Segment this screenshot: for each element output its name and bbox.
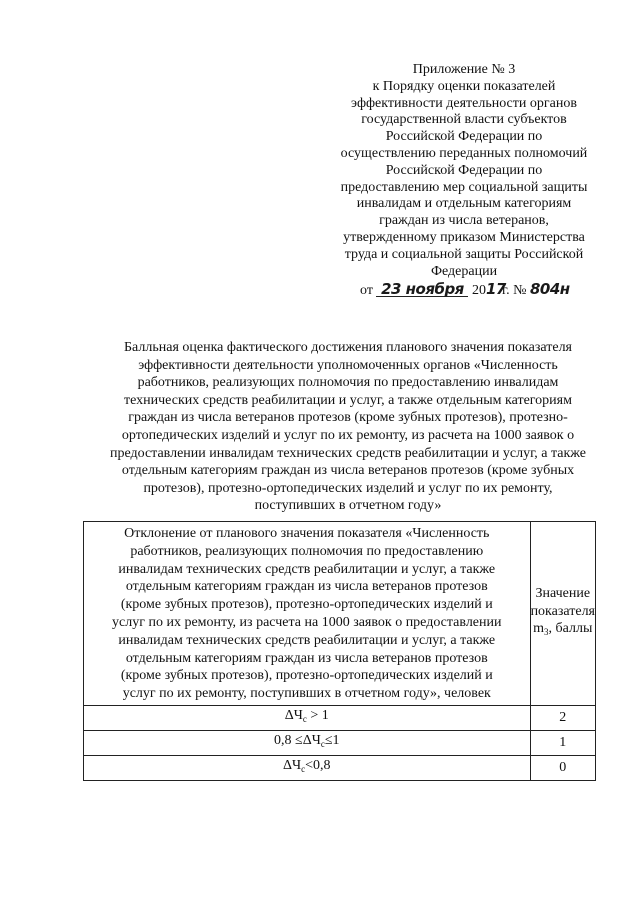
condition-symbol: ΔЧ xyxy=(283,758,302,774)
heading-line: эффективности деятельности уполномоченных органов «Численность xyxy=(138,357,558,373)
handwritten-order-number: 804н xyxy=(529,280,570,299)
header-deviation-cell xyxy=(84,522,531,706)
heading-line: поступивших в отчетном году» xyxy=(254,498,442,514)
header-line: инвалидам технических средств реабилитации и услуг, а также xyxy=(118,561,496,577)
appendix-title: Приложение № 3 xyxy=(412,62,516,77)
table-row xyxy=(84,730,596,755)
header-line: (кроме зубных протезов), протезно-ортопедических изделий и xyxy=(120,668,493,684)
header-line: отдельным категориям граждан из числа ветеранов протезов xyxy=(125,650,488,666)
appendix-line: предоставлению мер социальной защиты xyxy=(340,179,588,195)
condition-cell xyxy=(84,730,531,755)
appendix-line: к Порядку оценки показателей xyxy=(372,78,556,94)
score-value-cell: 2 xyxy=(530,705,595,730)
header-line: отдельным категориям граждан из числа ветеранов протезов xyxy=(125,579,488,595)
appendix-line: труда и социальной защиты Российской xyxy=(344,246,584,262)
condition-subscript: с xyxy=(320,739,325,750)
condition-subscript: с xyxy=(301,764,306,775)
appendix-line: осуществлению переданных полномочий xyxy=(340,145,588,161)
condition-symbol: ΔЧ xyxy=(284,708,303,724)
condition-cell xyxy=(84,705,531,730)
condition-cell xyxy=(84,755,531,780)
appendix-line: Федерации xyxy=(430,263,498,279)
score-value-cell: 1 xyxy=(530,730,595,755)
header-line: работников, реализующих полномочия по предоставлению xyxy=(130,543,484,559)
score-unit: , баллы xyxy=(548,621,593,637)
header-line xyxy=(531,620,595,642)
year-prefix: 20 xyxy=(471,283,486,299)
score-symbol: m xyxy=(533,621,545,637)
document-heading xyxy=(88,339,608,515)
from-label: от xyxy=(360,283,373,299)
heading-line: технических средств реабилитации и услуг, а также отдельным категориям xyxy=(124,392,572,408)
appendix-line: инвалидам и отдельным категориям xyxy=(356,196,572,212)
heading-line: работников, реализующих полномочия по предоставлению инвалидам xyxy=(137,375,559,391)
condition-prefix: 0,8 ≤ xyxy=(274,733,303,749)
appendix-line: Российской Федерации по xyxy=(385,129,543,145)
condition-suffix: ≤1 xyxy=(324,733,340,749)
header-line: Отклонение от планового значения показателя «Численность xyxy=(124,526,490,541)
table-row xyxy=(84,755,596,780)
header-score-cell xyxy=(530,522,595,706)
handwritten-year: 17 xyxy=(485,280,506,299)
order-date-line xyxy=(318,281,610,300)
score-symbol-subscript: 3 xyxy=(544,627,549,638)
condition-subscript: с xyxy=(302,714,307,725)
heading-line: Балльная оценка фактического достижения планового значения показателя xyxy=(124,340,572,355)
score-table xyxy=(83,521,596,781)
score-value-cell: 0 xyxy=(530,755,595,780)
header-line: (кроме зубных протезов), протезно-ортопедических изделий и xyxy=(120,597,493,613)
heading-line: отдельным категориям граждан из числа ветеранов протезов (кроме зубных xyxy=(121,463,575,479)
header-line: услуг по их ремонту, поступивших в отчетном году», человек xyxy=(122,686,491,702)
handwritten-date: 23 ноября xyxy=(376,282,468,297)
heading-line: граждан из числа ветеранов протезов (кроме зубных протезов), протезно- xyxy=(128,410,568,426)
header-line: Значение xyxy=(535,585,591,601)
header-line: услуг по их ремонту, из расчета на 1000 заявок о предоставлении xyxy=(112,614,502,630)
table-header-row xyxy=(84,522,596,706)
appendix-line: эффективности деятельности органов xyxy=(351,95,577,111)
condition-suffix: <0,8 xyxy=(305,758,331,774)
condition-suffix: > 1 xyxy=(306,708,329,724)
table-row xyxy=(84,705,596,730)
appendix-line: утвержденному приказом Министерства xyxy=(343,229,585,245)
heading-line: протезов), протезно-ортопедических изделий и услуг по их ремонту, xyxy=(143,480,553,496)
heading-line: ортопедических изделий и услуг по их ремонту, из расчета на 1000 заявок о xyxy=(121,427,575,443)
appendix-line: граждан из числа ветеранов, xyxy=(379,213,549,229)
appendix-line: Российской Федерации по xyxy=(385,162,543,178)
appendix-line: государственной власти субъектов xyxy=(361,112,567,128)
year-suffix: г. № xyxy=(501,283,527,299)
header-line: инвалидам технических средств реабилитации и услуг, а также xyxy=(118,632,496,648)
header-line: показателя xyxy=(530,603,595,619)
condition-symbol: ΔЧ xyxy=(302,733,321,749)
appendix-block xyxy=(318,62,610,300)
heading-line: предоставлении инвалидам технических средств реабилитации и услуг, а также xyxy=(109,445,587,461)
